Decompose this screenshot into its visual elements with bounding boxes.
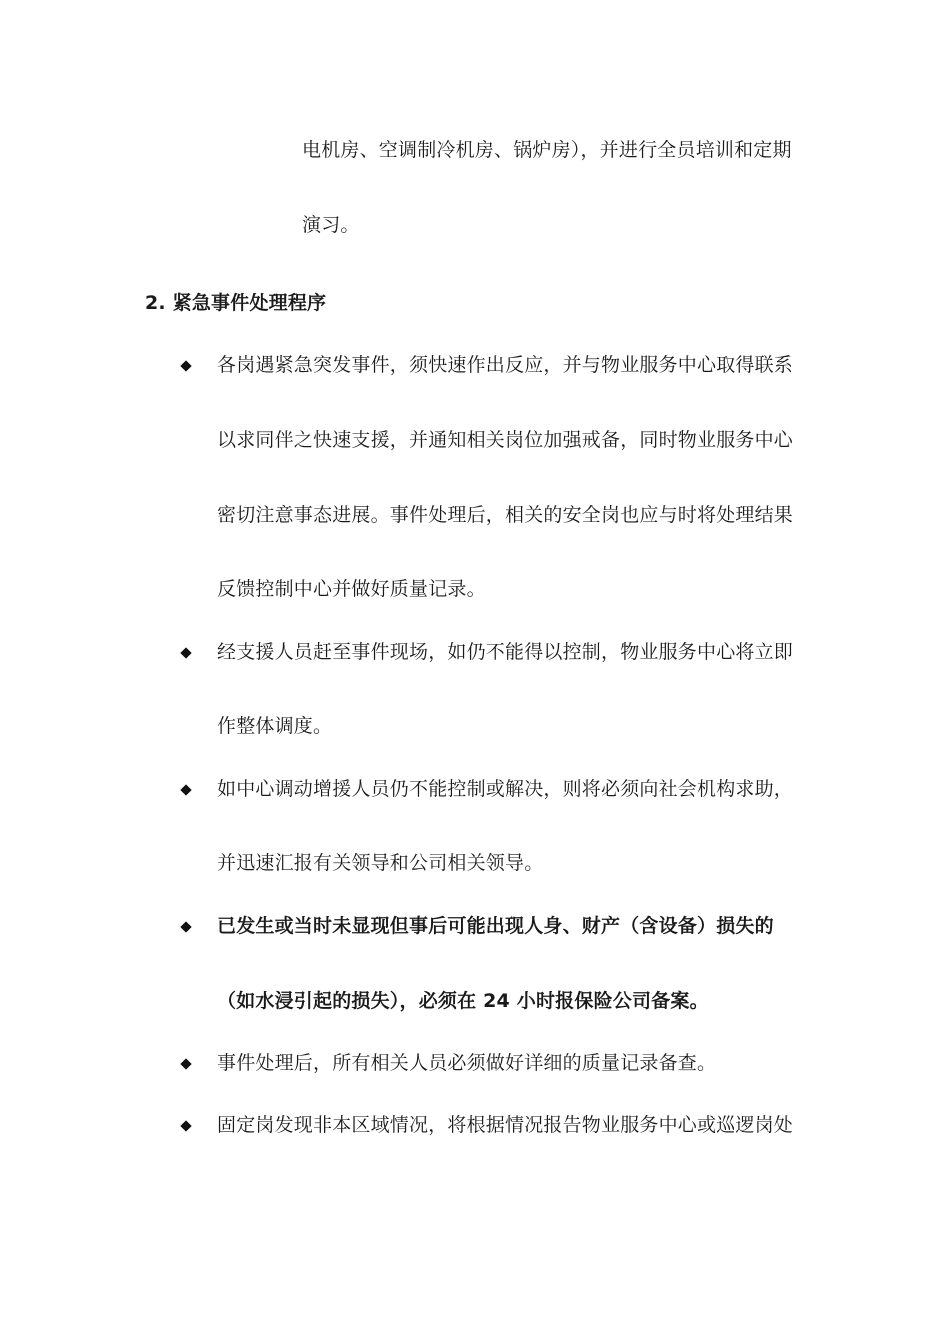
intro-line-1: 电机房、空调制冷机房、锅炉房），并进行全员培训和定期 (302, 139, 792, 161)
bullet-1-line-1: 各岗遇紧急突发事件，须快速作出反应，并与物业服务中心取得联系 (217, 354, 794, 376)
bullet-diamond-icon (180, 921, 191, 932)
bullet-diamond-icon (180, 1120, 191, 1131)
bullet-3-line-2: 并迅速汇报有关领导和公司相关领导。 (217, 852, 544, 874)
bullet-diamond-icon (180, 647, 191, 658)
bullet-diamond-icon (180, 1058, 191, 1069)
bullet-2-line-2: 作整体调度。 (217, 715, 333, 737)
bullet-1-line-3: 密切注意事态进展。事件处理后，相关的安全岗也应与时将处理结果 (217, 504, 794, 526)
bullet-2-line-1: 经支援人员赶至事件现场，如仍不能得以控制，物业服务中心将立即 (217, 641, 794, 663)
bullet-4-line-2: （如水浸引起的损失），必须在 24 小时报保险公司备案。 (217, 990, 709, 1012)
bullet-6-line-1: 固定岗发现非本区域情况，将根据情况报告物业服务中心或巡逻岗处 (217, 1114, 794, 1136)
bullet-4-line-1: 已发生或当时未显现但事后可能出现人身、财产（含设备）损失的 (217, 915, 774, 937)
bullet-diamond-icon (180, 784, 191, 795)
bullet-diamond-icon (180, 360, 191, 371)
bullet-3-line-1: 如中心调动增援人员仍不能控制或解决，则将必须向社会机构求助， (217, 778, 794, 800)
bullet-5-line-1: 事件处理后，所有相关人员必须做好详细的质量记录备查。 (217, 1052, 717, 1074)
bullet-1-line-4: 反馈控制中心并做好质量记录。 (217, 578, 486, 600)
section-heading: 2. 紧急事件处理程序 (145, 292, 327, 314)
bullet-1-line-2: 以求同伴之快速支援，并通知相关岗位加强戒备，同时物业服务中心 (217, 429, 794, 451)
intro-line-2: 演习。 (302, 214, 360, 236)
